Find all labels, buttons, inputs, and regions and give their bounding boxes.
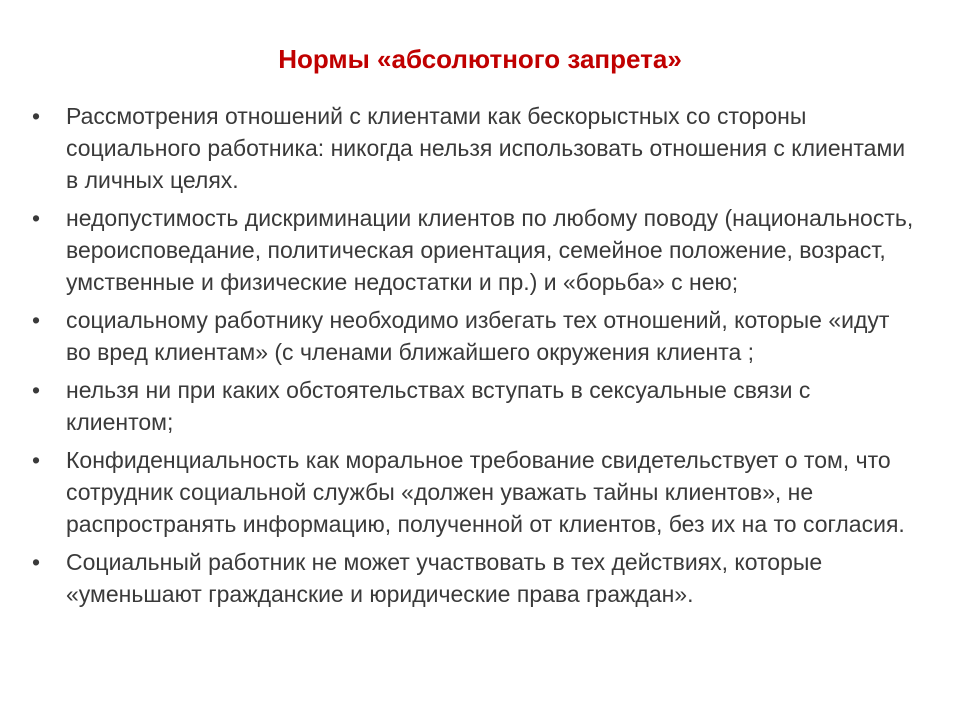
bullet-icon: •	[31, 205, 41, 231]
bullet-item	[26, 202, 916, 298]
bullet-list	[26, 100, 916, 616]
bullet-text: недопустимость дискриминации клиентов по любому поводу (национальность, вероисповедание, политическая ориентация, семейное положение, возраст, умственные и физические недостатки и пр.) и «борьба» с нею;	[66, 205, 914, 295]
bullet-text: Рассмотрения отношений с клиентами как бескорыстных со стороны социального работника: никогда нельзя использовать отношения с клиентами в личных целях.	[66, 103, 906, 193]
bullet-item	[26, 304, 916, 368]
bullet-icon: •	[31, 549, 41, 575]
bullet-icon: •	[31, 377, 41, 403]
bullet-item	[26, 546, 916, 610]
bullet-text: нельзя ни при каких обстоятельствах вступать в сексуальные связи с клиентом;	[66, 377, 811, 435]
bullet-item	[26, 100, 916, 196]
slide-title: Нормы «абсолютного запрета»	[278, 44, 682, 74]
bullet-icon: •	[31, 447, 41, 473]
bullet-icon: •	[31, 103, 41, 129]
bullet-text: Социальный работник не может участвовать в тех действиях, которые «уменьшают гражданские и юридические права граждан».	[66, 549, 823, 607]
bullet-text: социальному работнику необходимо избегать тех отношений, которые «идут во вред клиентам» (с членами ближайшего окружения клиента ;	[66, 307, 890, 365]
bullet-item	[26, 444, 916, 540]
bullet-text: Конфиденциальность как моральное требование свидетельствует о том, что сотрудник социальной службы «должен уважать тайны клиентов», не распространять информацию, полученной от клиентов, без их на то согласия.	[66, 447, 905, 537]
bullet-icon: •	[31, 307, 41, 333]
bullet-item	[26, 374, 916, 438]
